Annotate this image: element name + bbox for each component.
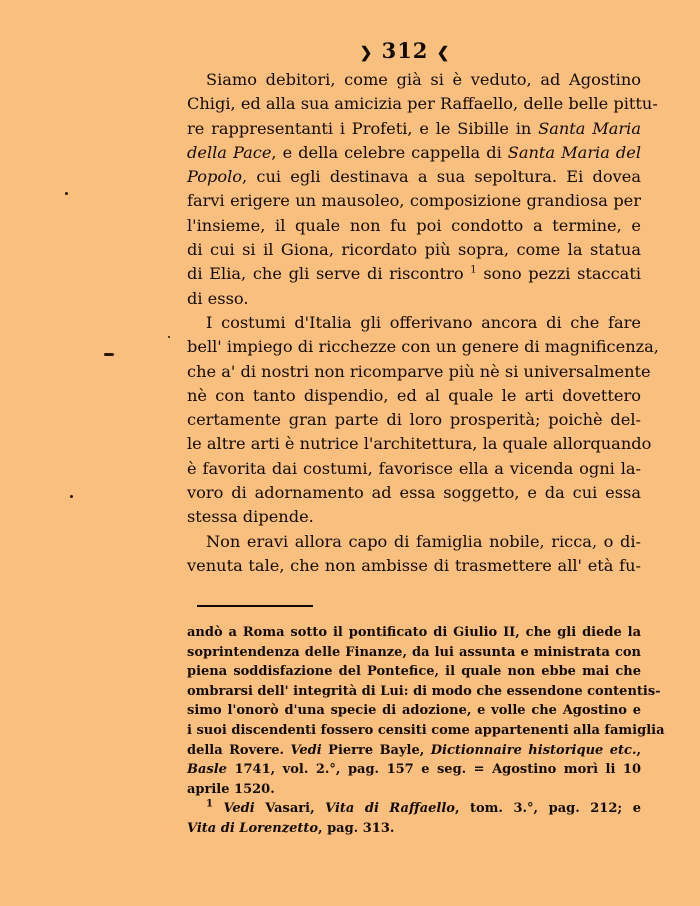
footnote-line: andò a Roma sotto il pontificato di Giulio II, che gli diede la [187, 625, 641, 640]
text-run [213, 801, 224, 816]
text-run: , pag. 313. [318, 820, 395, 836]
text-run: re rappresentanti i Profeti, e le Sibille in [187, 118, 539, 138]
footnote-line: soprintendenza delle Finanze, da lui assunta e ministrata con [187, 644, 641, 660]
body-line: voro di adornamento ad essa soggetto, e da cui essa [187, 483, 641, 503]
text-run: , [636, 742, 641, 758]
footnote-line: aprile 1520. [187, 781, 275, 797]
body-line [187, 117, 641, 141]
text-run: di Elia, che gli serve di riscontro [187, 264, 471, 284]
body-line: venuta tale, che non ambisse di trasmettere all' età fu- [187, 555, 641, 575]
body-line: farvi erigere un mausoleo, composizione grandiosa per [187, 191, 641, 211]
italic-run: Dictionnaire historique etc. [430, 742, 637, 758]
footnote-line: piena soddisfazione del Pontefice, il quale non ebbe mai che [187, 664, 641, 680]
footnote-line [187, 799, 641, 819]
body-line [187, 165, 641, 189]
body-line: le altre arti è nutrice l'architettura, la quale allorquando [187, 434, 652, 454]
body-line: nè con tanto dispendio, ed al quale le arti dovettero [187, 385, 641, 405]
main-text [187, 68, 659, 578]
right-ornament-icon: ❮ [436, 43, 451, 62]
italic-run: Vedi [290, 742, 322, 758]
footnote-line: ombrarsi dell' integrità di Lui: di modo che essendone contentis- [187, 683, 661, 699]
footnote-line [187, 760, 641, 780]
text-run: Vasari, [254, 801, 326, 817]
text-run: della Rovere. [187, 742, 291, 758]
page-header [0, 38, 700, 63]
italic-run: Santa Maria del [507, 142, 642, 162]
page-number: 312 [381, 38, 429, 63]
body-line: di esso. [187, 288, 249, 308]
body-line [187, 141, 641, 165]
text-run: Pierre Bayle, [321, 742, 431, 758]
italic-run: Vedi [223, 801, 255, 817]
footnote-line: simo l'onorò d'una specie di adozione, e volle che Agostino e [187, 703, 641, 719]
footnote-line [187, 741, 641, 761]
body-line: Non eravi allora capo di famiglia nobile, ricca, o di- [206, 531, 641, 551]
footnote-marker: 1 [206, 799, 213, 811]
text-run: , cui egli destinava a sua sepoltura. Ei dovea [242, 167, 641, 187]
body-line: stessa dipende. [187, 507, 314, 527]
text-run: , e della celebre cappella di [271, 142, 508, 162]
body-line: l'insieme, il quale non fu poi condotto a termine, e [187, 215, 641, 235]
italic-run: Vita di Lorenzetto [187, 820, 319, 836]
paper-speck [70, 495, 73, 498]
text-run: , tom. 3.°, pag. 212; e [454, 801, 641, 817]
italic-run: Santa Maria [538, 118, 641, 138]
italic-run: Popolo [187, 167, 243, 187]
footnotes [187, 623, 665, 839]
body-line: bell' impiego di ricchezze con un genere di magnificenza, [187, 337, 659, 357]
italic-run: della Pace [187, 142, 272, 162]
body-line: I costumi d'Italia gli offerivano ancora di che fare [206, 312, 641, 332]
text-run: sono pezzi staccati [476, 264, 641, 284]
body-line: di cui si il Giona, ricordato più sopra, come la statua [187, 240, 641, 260]
text-run: 1741, vol. 2.°, pag. 157 e seg. = Agostino morì li 10 [226, 762, 641, 778]
body-line [187, 262, 641, 286]
footnote-line: i suoi discendenti fossero censiti come appartenenti alla famiglia [187, 722, 665, 738]
body-line: Siamo debitori, come già si è veduto, ad Agostino [206, 70, 641, 89]
body-line: Chigi, ed alla sua amicizia per Raffaello, delle belle pittu- [187, 94, 658, 114]
italic-run: Vita di Raffaello [325, 801, 455, 817]
left-ornament-icon: ❯ [359, 43, 374, 62]
body-line: che a' di nostri non ricomparve più nè si universalmente [187, 361, 651, 381]
paper-speck [168, 336, 170, 338]
body-line: certamente gran parte di loro prosperità; poichè del- [187, 410, 641, 430]
footnote-line [187, 819, 641, 839]
footnote-marker: 1 [470, 264, 477, 276]
italic-run: Basle [187, 762, 227, 778]
paper-speck [65, 192, 68, 195]
body-line: è favorita dai costumi, favorisce ella a vicenda ogni la- [187, 458, 641, 478]
footnote-divider [197, 605, 313, 607]
paper-speck [104, 353, 114, 356]
